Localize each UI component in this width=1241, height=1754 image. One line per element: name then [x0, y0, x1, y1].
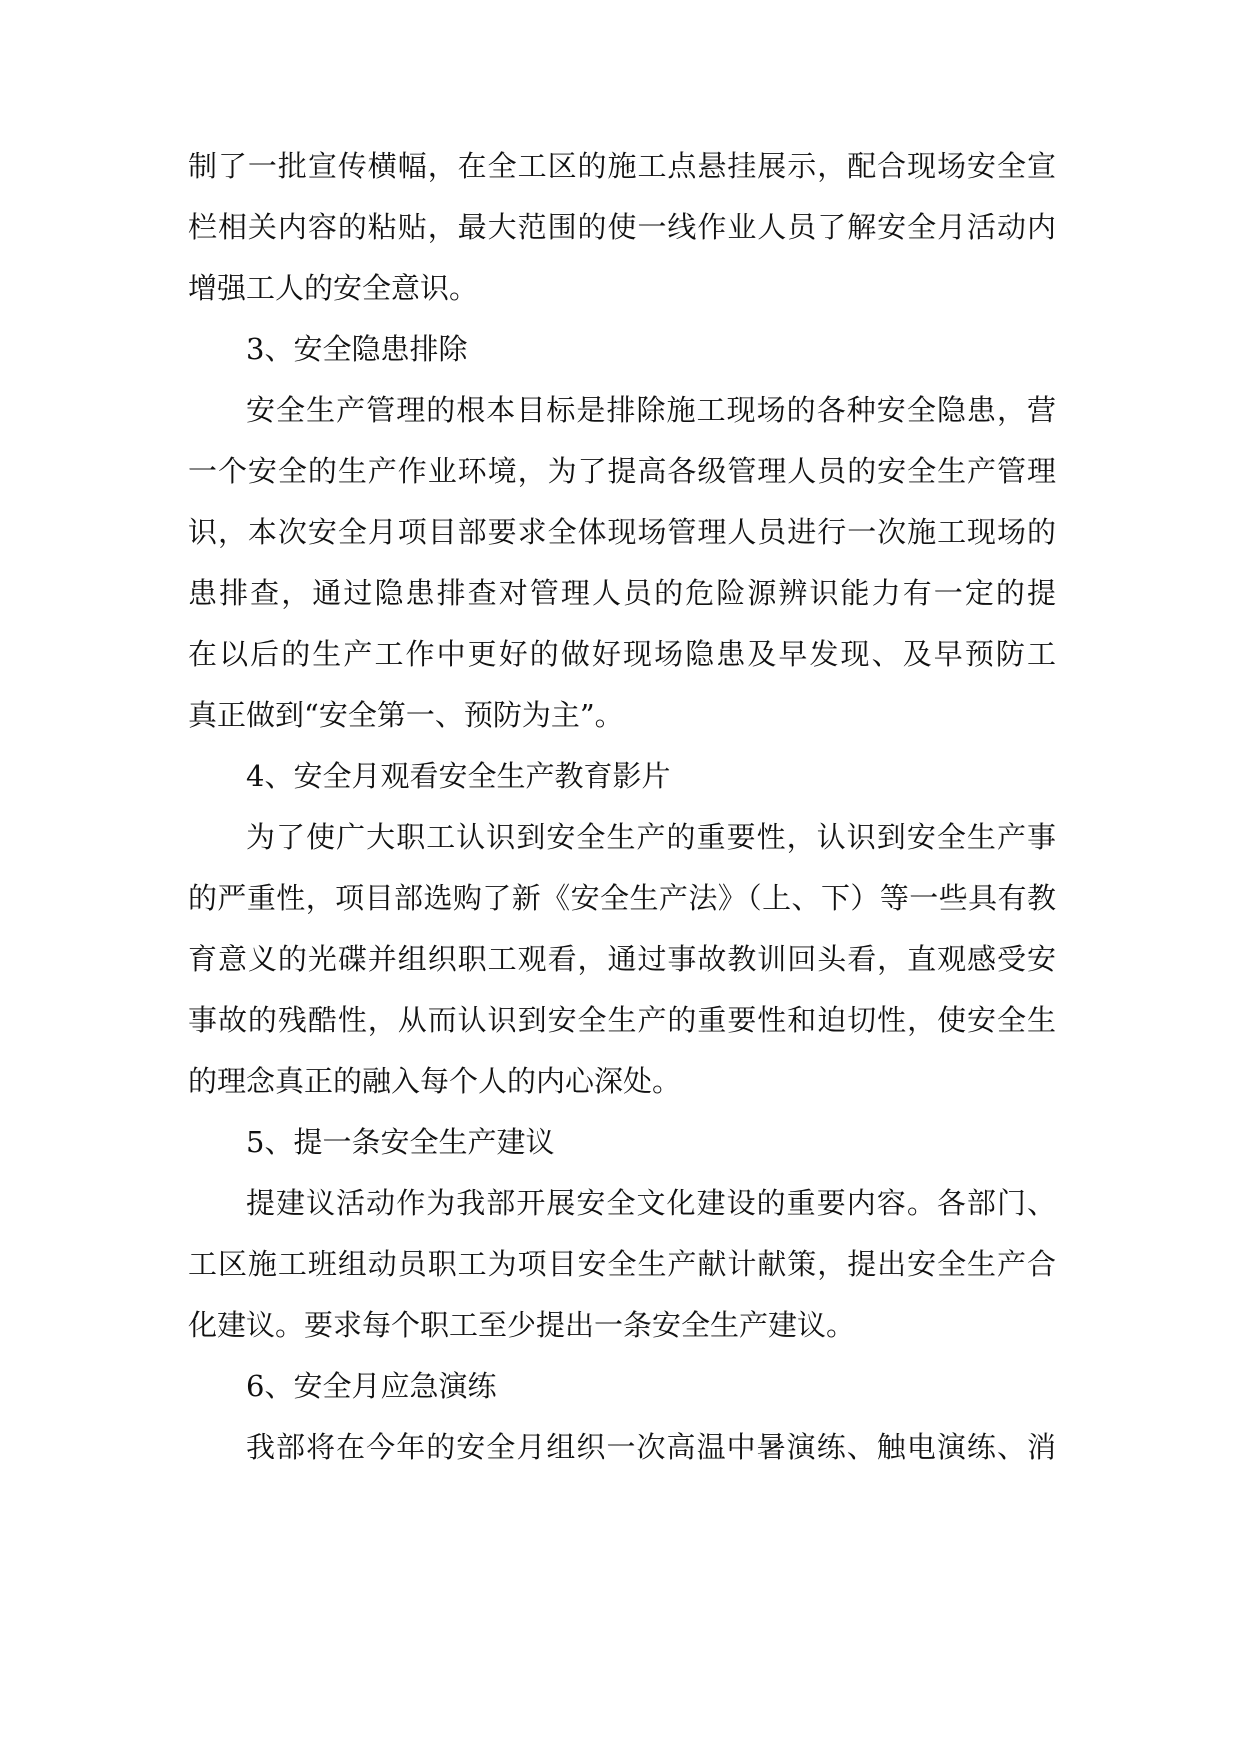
body-line: 真正做到“安全第一、预防为主”。 — [188, 698, 624, 732]
section-heading: 5、提一条安全生产建议 — [246, 1125, 555, 1159]
body-line: 工区施工班组动员职工为项目安全生产献计献策，提出安全生产合 — [188, 1247, 1056, 1281]
body-line: 在以后的生产工作中更好的做好现场隐患及早发现、及早预防工 — [188, 637, 1056, 671]
body-line: 的严重性，项目部选购了新《安全生产法》（上、下）等一些具有教 — [188, 881, 1056, 915]
body-line: 育意义的光碟并组织职工观看，通过事故教训回头看，直观感受安 — [188, 942, 1056, 976]
body-line: 识，本次安全月项目部要求全体现场管理人员进行一次施工现场的 — [188, 515, 1056, 549]
body-line: 的理念真正的融入每个人的内心深处。 — [188, 1064, 682, 1098]
section-heading: 3、安全隐患排除 — [246, 332, 468, 366]
body-line: 增强工人的安全意识。 — [188, 271, 479, 305]
body-line: 事故的残酷性，从而认识到安全生产的重要性和迫切性，使安全生 — [188, 1003, 1056, 1037]
body-line: 我部将在今年的安全月组织一次高温中暑演练、触电演练、消 — [246, 1430, 1056, 1464]
body-line: 提建议活动作为我部开展安全文化建设的重要内容。各部门、 — [246, 1186, 1056, 1220]
body-line: 化建议。要求每个职工至少提出一条安全生产建议。 — [188, 1308, 856, 1342]
body-line: 为了使广大职工认识到安全生产的重要性，认识到安全生产事 — [246, 820, 1056, 854]
body-line: 一个安全的生产作业环境，为了提高各级管理人员的安全生产管理 — [188, 454, 1056, 488]
body-line: 安全生产管理的根本目标是排除施工现场的各种安全隐患，营 — [246, 393, 1056, 427]
section-heading: 6、安全月应急演练 — [246, 1369, 497, 1403]
body-line: 患排查，通过隐患排查对管理人员的危险源辨识能力有一定的提 — [188, 576, 1056, 610]
section-heading: 4、安全月观看安全生产教育影片 — [246, 759, 671, 793]
body-line: 制了一批宣传横幅，在全工区的施工点悬挂展示，配合现场安全宣 — [188, 149, 1056, 183]
body-line: 栏相关内容的粘贴，最大范围的使一线作业人员了解安全月活动内 — [188, 210, 1056, 244]
